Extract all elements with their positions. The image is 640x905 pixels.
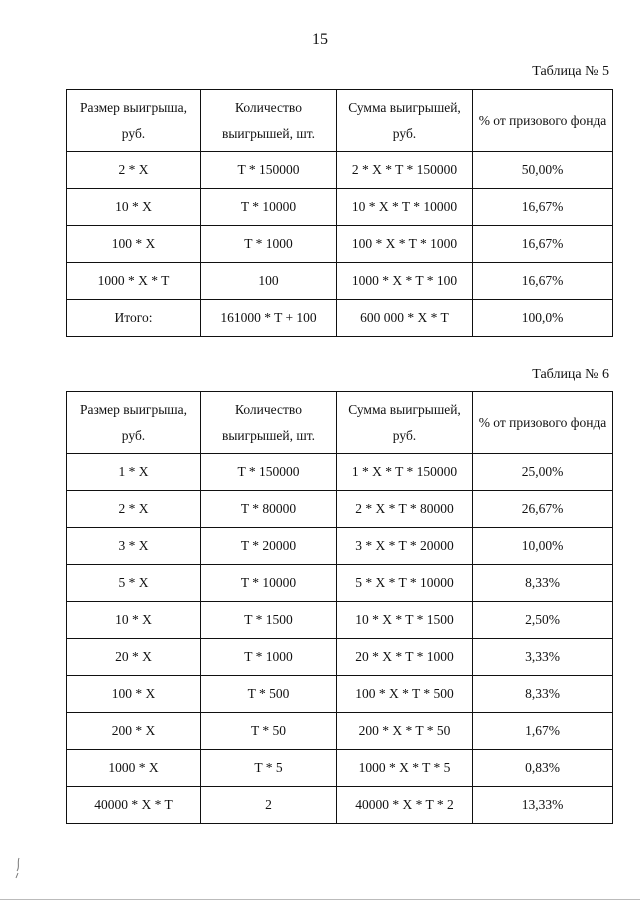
cell-prize-count: T * 1000 [201,639,337,676]
cell-prize-count: T * 500 [201,676,337,713]
header-fund-percent: % от призового фонда [473,90,613,152]
cell-prize-sum: 40000 * X * T * 2 [337,787,473,824]
cell-prize-size: 2 * X [67,491,201,528]
cell-total-count: 161000 * T + 100 [201,300,337,337]
cell-prize-sum: 1000 * X * T * 5 [337,750,473,787]
cell-prize-size: 40000 * X * T [67,787,201,824]
cell-fund-percent: 25,00% [473,454,613,491]
prize-table-6 [66,391,613,824]
cell-fund-percent: 16,67% [473,226,613,263]
table-row [67,676,613,713]
cell-prize-count: T * 80000 [201,491,337,528]
table-row [67,787,613,824]
cell-total-label: Итого: [67,300,201,337]
header-prize-count: Количество выигрышей, шт. [201,90,337,152]
cell-prize-sum: 100 * X * T * 500 [337,676,473,713]
cell-total-percent: 100,0% [473,300,613,337]
cell-fund-percent: 16,67% [473,189,613,226]
cell-prize-sum: 100 * X * T * 1000 [337,226,473,263]
cell-prize-count: T * 20000 [201,528,337,565]
cell-fund-percent: 8,33% [473,676,613,713]
page-bottom-edge [0,899,640,900]
cell-prize-sum: 2 * X * T * 80000 [337,491,473,528]
table-row [67,713,613,750]
cell-prize-count: T * 1500 [201,602,337,639]
header-prize-sum: Сумма выигрышей, руб. [337,90,473,152]
table-total-row [67,300,613,337]
cell-fund-percent: 3,33% [473,639,613,676]
cell-fund-percent: 1,67% [473,713,613,750]
table-5-caption: Таблица № 5 [532,64,609,79]
cell-prize-count: 2 [201,787,337,824]
cell-fund-percent: 10,00% [473,528,613,565]
cell-prize-count: T * 50 [201,713,337,750]
cell-fund-percent: 0,83% [473,750,613,787]
cell-fund-percent: 13,33% [473,787,613,824]
cell-prize-sum: 5 * X * T * 10000 [337,565,473,602]
cell-prize-sum: 1 * X * T * 150000 [337,454,473,491]
page-number: 15 [312,31,328,48]
header-prize-count: Количество выигрышей, шт. [201,392,337,454]
table-row [67,528,613,565]
table-row [67,750,613,787]
cell-prize-sum: 3 * X * T * 20000 [337,528,473,565]
cell-prize-count: T * 150000 [201,454,337,491]
scan-margin-mark [14,857,22,879]
table-row [67,152,613,189]
table-row [67,565,613,602]
cell-fund-percent: 8,33% [473,565,613,602]
cell-prize-count: T * 150000 [201,152,337,189]
cell-fund-percent: 50,00% [473,152,613,189]
table-row [67,454,613,491]
header-fund-percent: % от призового фонда [473,392,613,454]
cell-prize-sum: 10 * X * T * 1500 [337,602,473,639]
cell-prize-size: 200 * X [67,713,201,750]
table-row [67,602,613,639]
cell-prize-count: T * 1000 [201,226,337,263]
table-row [67,491,613,528]
table-row [67,226,613,263]
cell-prize-size: 1000 * X [67,750,201,787]
cell-fund-percent: 26,67% [473,491,613,528]
cell-prize-size: 5 * X [67,565,201,602]
cell-prize-sum: 2 * X * T * 150000 [337,152,473,189]
cell-prize-sum: 1000 * X * T * 100 [337,263,473,300]
prize-table-5 [66,89,613,337]
cell-prize-size: 10 * X [67,602,201,639]
cell-prize-size: 1 * X [67,454,201,491]
header-prize-size: Размер выигрыша, руб. [67,90,201,152]
header-prize-sum: Сумма выигрышей, руб. [337,392,473,454]
table-row [67,639,613,676]
cell-prize-sum: 20 * X * T * 1000 [337,639,473,676]
cell-prize-count: T * 10000 [201,189,337,226]
cell-prize-size: 100 * X [67,226,201,263]
table-header-row [67,90,613,152]
cell-prize-size: 3 * X [67,528,201,565]
cell-total-sum: 600 000 * X * T [337,300,473,337]
cell-prize-size: 100 * X [67,676,201,713]
table-header-row [67,392,613,454]
cell-prize-sum: 200 * X * T * 50 [337,713,473,750]
header-prize-size: Размер выигрыша, руб. [67,392,201,454]
cell-prize-size: 10 * X [67,189,201,226]
cell-prize-count: 100 [201,263,337,300]
cell-fund-percent: 2,50% [473,602,613,639]
cell-prize-size: 1000 * X * T [67,263,201,300]
cell-prize-count: T * 10000 [201,565,337,602]
table-row [67,263,613,300]
cell-prize-size: 20 * X [67,639,201,676]
cell-prize-size: 2 * X [67,152,201,189]
cell-prize-count: T * 5 [201,750,337,787]
table-row [67,189,613,226]
table-6-caption: Таблица № 6 [532,367,609,382]
cell-prize-sum: 10 * X * T * 10000 [337,189,473,226]
cell-fund-percent: 16,67% [473,263,613,300]
